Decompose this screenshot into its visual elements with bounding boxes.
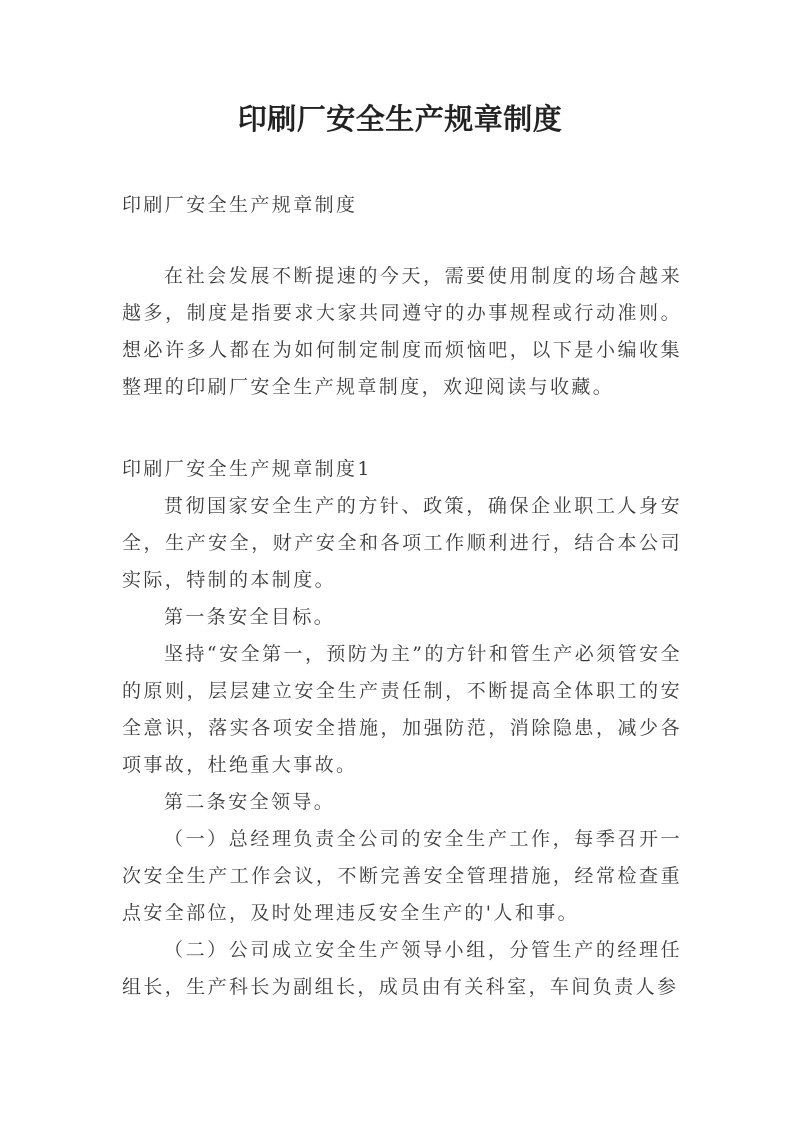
- body-paragraph: （二）公司成立安全生产领导小组，分管生产的经理任组长，生产科长为副组长，成员由有关科室，车间负责人参: [122, 939, 682, 998]
- intro-block: [122, 258, 682, 406]
- subtitle-text: 印刷厂安全生产规章制度: [122, 194, 358, 216]
- body-paragraph: 坚持“安全第一，预防为主”的方针和管生产必须管安全的原则，层层建立安全生产责任制，不断提高全体职工的安全意识，落实各项安全措施，加强防范，消除隐患，减少各项事故，杜绝重大事故。: [122, 643, 682, 776]
- body-paragraph: 贯彻国家安全生产的方针、政策，确保企业职工人身安全，生产安全，财产安全和各项工作顺利进行，结合本公司实际，特制的本制度。: [122, 495, 682, 591]
- body-paragraph: （一）总经理负责全公司的安全生产工作，每季召开一次安全生产工作会议，不断完善安全管理措施，经常检查重点安全部位，及时处理违反安全生产的'人和事。: [122, 828, 682, 924]
- article-heading: 第一条安全目标。: [164, 606, 336, 628]
- document-subtitle: [122, 187, 682, 224]
- article-heading: 第二条安全领导。: [164, 791, 336, 813]
- section-heading: 印刷厂安全生产规章制度1: [122, 458, 372, 480]
- document-title: 印刷厂安全生产规章制度: [237, 102, 563, 136]
- section-block: [122, 451, 682, 1006]
- intro-paragraph: 在社会发展不断提速的今天，需要使用制度的场合越来越多，制度是指要求大家共同遵守的办事规程或行动准则。想必许多人都在为如何制定制度而烦恼吧，以下是小编收集整理的印刷厂安全生产规章制度，欢迎阅读与收藏。: [122, 265, 682, 398]
